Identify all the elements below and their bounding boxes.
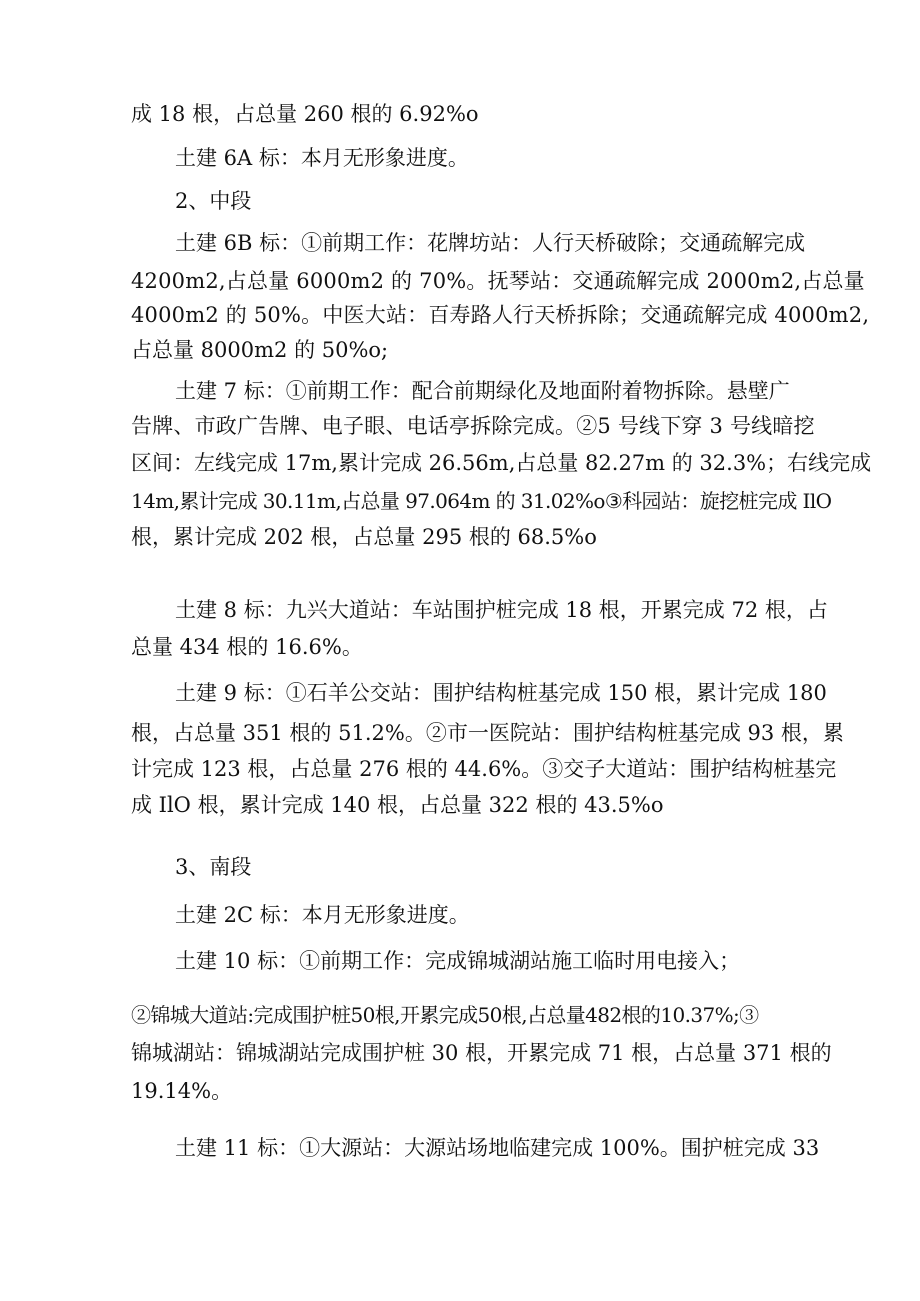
line-text: 成 18 根，占总量 260 根的 6.92%o (131, 102, 479, 126)
section-heading-text: 3、南段 (175, 855, 252, 879)
line-text: 19.14%。 (131, 1079, 233, 1103)
text-line (0, 409, 920, 443)
line-text: 土建 8 标：九兴大道站：车站围护桩完成 18 根，开累完成 72 根，占 (175, 598, 828, 622)
line-text: 根，占总量 351 根的 51.2%。②市一医院站：围护结构桩基完成 93 根，累 (131, 721, 844, 745)
text-line (0, 630, 920, 664)
text-line (0, 226, 920, 260)
line-text: 4200m2,占总量 6000m2 的 70%。抚琴站：交通疏解完成 2000m2,占总量 (131, 269, 865, 293)
text-line (0, 141, 920, 175)
section-heading (0, 184, 920, 218)
text-line (0, 1074, 920, 1108)
text-line (0, 676, 920, 710)
line-text: 土建 6A 标：本月无形象进度。 (175, 146, 469, 170)
text-line (0, 333, 920, 367)
text-line (0, 998, 920, 1032)
text-line (0, 264, 920, 298)
line-text: 根，累计完成 202 根，占总量 295 根的 68.5%o (131, 525, 597, 549)
text-line (0, 593, 920, 627)
line-text: 总量 434 根的 16.6%。 (131, 635, 363, 659)
line-text: ②锦城大道站:完成围护桩50根,开累完成50根,占总量482根的10.37%;③ (131, 1003, 759, 1027)
line-text: 土建 2C 标：本月无形象进度。 (175, 903, 470, 927)
section-heading-text: 2、中段 (175, 189, 252, 213)
text-line (0, 446, 920, 480)
line-text: 4000m2 的 50%。中医大站：百寿路人行天桥拆除；交通疏解完成 4000m2, (131, 303, 870, 327)
text-line (0, 716, 920, 750)
line-text: 告牌、市政广告牌、电子眼、电话亭拆除完成。②5 号线下穿 3 号线暗挖 (131, 414, 815, 438)
line-text: 土建 9 标：①石羊公交站：围护结构桩基完成 150 根，累计完成 180 (175, 681, 827, 705)
text-line (0, 788, 920, 822)
text-line (0, 484, 920, 518)
text-line (0, 97, 920, 131)
line-text: 土建 6B 标：①前期工作：花牌坊站：人行天桥破除；交通疏解完成 (175, 231, 806, 255)
line-text: 土建 10 标：①前期工作：完成锦城湖站施工临时用电接入； (175, 949, 741, 973)
line-text: 成 IlO 根，累计完成 140 根，占总量 322 根的 43.5%o (131, 793, 664, 817)
text-line (0, 752, 920, 786)
line-text: 14m,累计完成 30.11m,占总量 97.064m 的 31.02%o③科园站：旋挖桩完成 IlO (131, 489, 832, 513)
text-line (0, 1131, 920, 1165)
line-text: 区间：左线完成 17m,累计完成 26.56m,占总量 82.27m 的 32.3%；右线完成 (131, 451, 872, 475)
text-line (0, 1036, 920, 1070)
text-line (0, 898, 920, 932)
section-heading (0, 850, 920, 884)
line-text: 土建 11 标：①大源站：大源站场地临建完成 100%。围护桩完成 33 (175, 1136, 820, 1160)
line-text: 计完成 123 根，占总量 276 根的 44.6%。③交子大道站：围护结构桩基完 (131, 757, 837, 781)
line-text: 占总量 8000m2 的 50%o; (131, 338, 389, 362)
text-line (0, 944, 920, 978)
text-line (0, 298, 920, 332)
text-line (0, 374, 920, 408)
line-text: 土建 7 标：①前期工作：配合前期绿化及地面附着物拆除。悬壁广 (175, 379, 790, 403)
line-text: 锦城湖站：锦城湖站完成围护桩 30 根，开累完成 71 根，占总量 371 根的 (131, 1041, 832, 1065)
text-line (0, 520, 920, 554)
